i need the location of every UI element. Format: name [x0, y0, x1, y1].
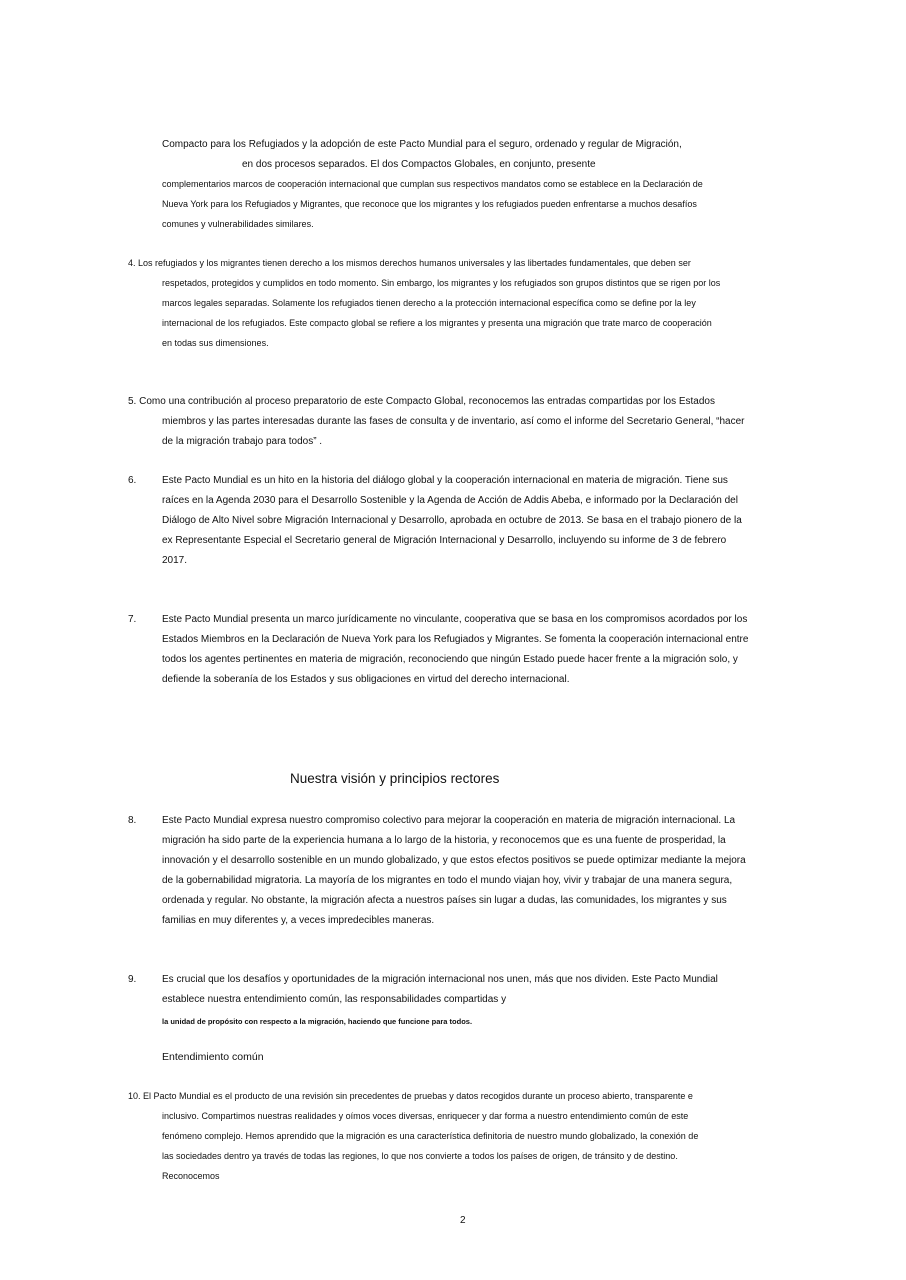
text-line: ordenada y regular. No obstante, la migración afecta a nuestros países sin lugar a dudas, las comunidades, los migrantes y sus: [162, 895, 727, 906]
paragraph-number: 7.: [128, 614, 137, 625]
text-line: Este Pacto Mundial expresa nuestro compromiso colectivo para mejorar la cooperación en materia de migración internacional. La: [162, 815, 736, 826]
text-line: 10. El Pacto Mundial es el producto de una revisión sin precedentes de pruebas y datos recogidos durante un proceso abierto, transparente e: [128, 1091, 693, 1101]
text-line-small: la unidad de propósito con respecto a la migración, haciendo que funcione para todos.: [162, 1017, 473, 1026]
text-line: en todas sus dimensiones.: [162, 338, 269, 348]
text-line: familias en muy diferentes y, a veces impredecibles maneras.: [162, 915, 435, 926]
subheading: Entendimiento común: [162, 1051, 264, 1063]
text-line: innovación y el desarrollo sostenible en un mundo globalizado, y que estos efectos positivos se puede optimizar mediante la mejora: [162, 855, 746, 866]
text-line: fenómeno complejo. Hemos aprendido que la migración es una característica definitoria de nuestro mundo globalizado, la conexión de: [162, 1131, 699, 1141]
text-line: comunes y vulnerabilidades similares.: [162, 219, 314, 229]
section-heading: Nuestra visión y principios rectores: [290, 771, 500, 786]
text-line: marcos legales separadas. Solamente los refugiados tienen derecho a la protección internacional específica como se define por la ley: [162, 298, 696, 308]
text-line: Compacto para los Refugiados y la adopción de este Pacto Mundial para el seguro, ordenado y regular de Migración,: [162, 139, 682, 150]
text-line: defiende la soberanía de los Estados y sus obligaciones en virtud del derecho internacional.: [162, 674, 570, 685]
text-line: 2017.: [162, 555, 188, 566]
text-line: Es crucial que los desafíos y oportunidades de la migración internacional nos unen, más que nos dividen. Este Pacto Mundial: [162, 974, 718, 985]
text-line: inclusivo. Compartimos nuestras realidades y oímos voces diversas, enriquecer y dar forma a nuestro entendimiento común de este: [162, 1111, 689, 1121]
text-line: de la migración trabajo para todos” .: [162, 436, 323, 447]
paragraph-number: 9.: [128, 974, 137, 985]
text-line: ex Representante Especial el Secretario general de Migración Internacional y Desarrollo, incluyendo su informe de 3 de febrero: [162, 535, 727, 546]
text-line: Reconocemos: [162, 1171, 220, 1181]
text-line: Diálogo de Alto Nivel sobre Migración Internacional y Desarrollo, aprobada en octubre de 2013. Se basa en el trabajo pionero de la: [162, 515, 742, 526]
text-line: Nueva York para los Refugiados y Migrantes, que reconoce que los migrantes y los refugiados pueden enfrentarse a muchos desafíos: [162, 199, 697, 209]
text-line: Este Pacto Mundial es un hito en la historia del diálogo global y la cooperación internacional en materia de migración. Tiene sus: [162, 475, 728, 486]
text-line: 5. Como una contribución al proceso preparatorio de este Compacto Global, reconocemos las entradas compartidas por los Estados: [128, 396, 715, 407]
page-number: 2: [460, 1215, 466, 1226]
text-line: en dos procesos separados. El dos Compactos Globales, en conjunto, presente: [242, 159, 596, 170]
text-line: Estados Miembros en la Declaración de Nueva York para los Refugiados y Migrantes. Se fomenta la cooperación internacional entre: [162, 634, 749, 645]
text-line: todos los agentes pertinentes en materia de migración, reconociendo que ningún Estado puede hacer frente a la migración solo, y: [162, 654, 738, 665]
text-line-emphasis: establece nuestra entendimiento común, las responsabilidades compartidas y: [162, 994, 507, 1005]
text-line: migración ha sido parte de la experiencia humana a lo largo de la historia, y reconocemos que es una fuente de prosperidad, la: [162, 835, 726, 846]
text-line: las sociedades dentro ya través de todas las regiones, lo que nos convierte a todos los países de origen, de tránsito y de destino.: [162, 1151, 678, 1161]
text-line: miembros y las partes interesadas durante las fases de consulta y de inventario, así como el informe del Secretario General, “hacer: [162, 416, 745, 427]
text-line: de la gobernabilidad migratoria. La mayoría de los migrantes en todo el mundo viajan hoy, vivir y trabajar de una manera segura,: [162, 875, 733, 886]
text-line: respetados, protegidos y cumplidos en todo momento. Sin embargo, los migrantes y los refugiados son grupos distintos que se rigen por los: [162, 278, 721, 288]
text-line: complementarios marcos de cooperación internacional que cumplan sus respectivos mandatos como se establece en la Declaración de: [162, 179, 703, 189]
paragraph-number: 6.: [128, 475, 137, 486]
text-line: internacional de los refugiados. Este compacto global se refiere a los migrantes y presenta una migración que trate marco de cooperación: [162, 318, 712, 328]
paragraph-number: 8.: [128, 815, 137, 826]
text-line: raíces en la Agenda 2030 para el Desarrollo Sostenible y la Agenda de Acción de Addis Abeba, e informado por la Declaración del: [162, 495, 738, 506]
text-line: Este Pacto Mundial presenta un marco jurídicamente no vinculante, cooperativa que se basa en los compromisos acordados por los: [162, 614, 748, 625]
text-line: 4. Los refugiados y los migrantes tienen derecho a los mismos derechos humanos universales y las libertades fundamentales, que deben ser: [128, 258, 691, 268]
